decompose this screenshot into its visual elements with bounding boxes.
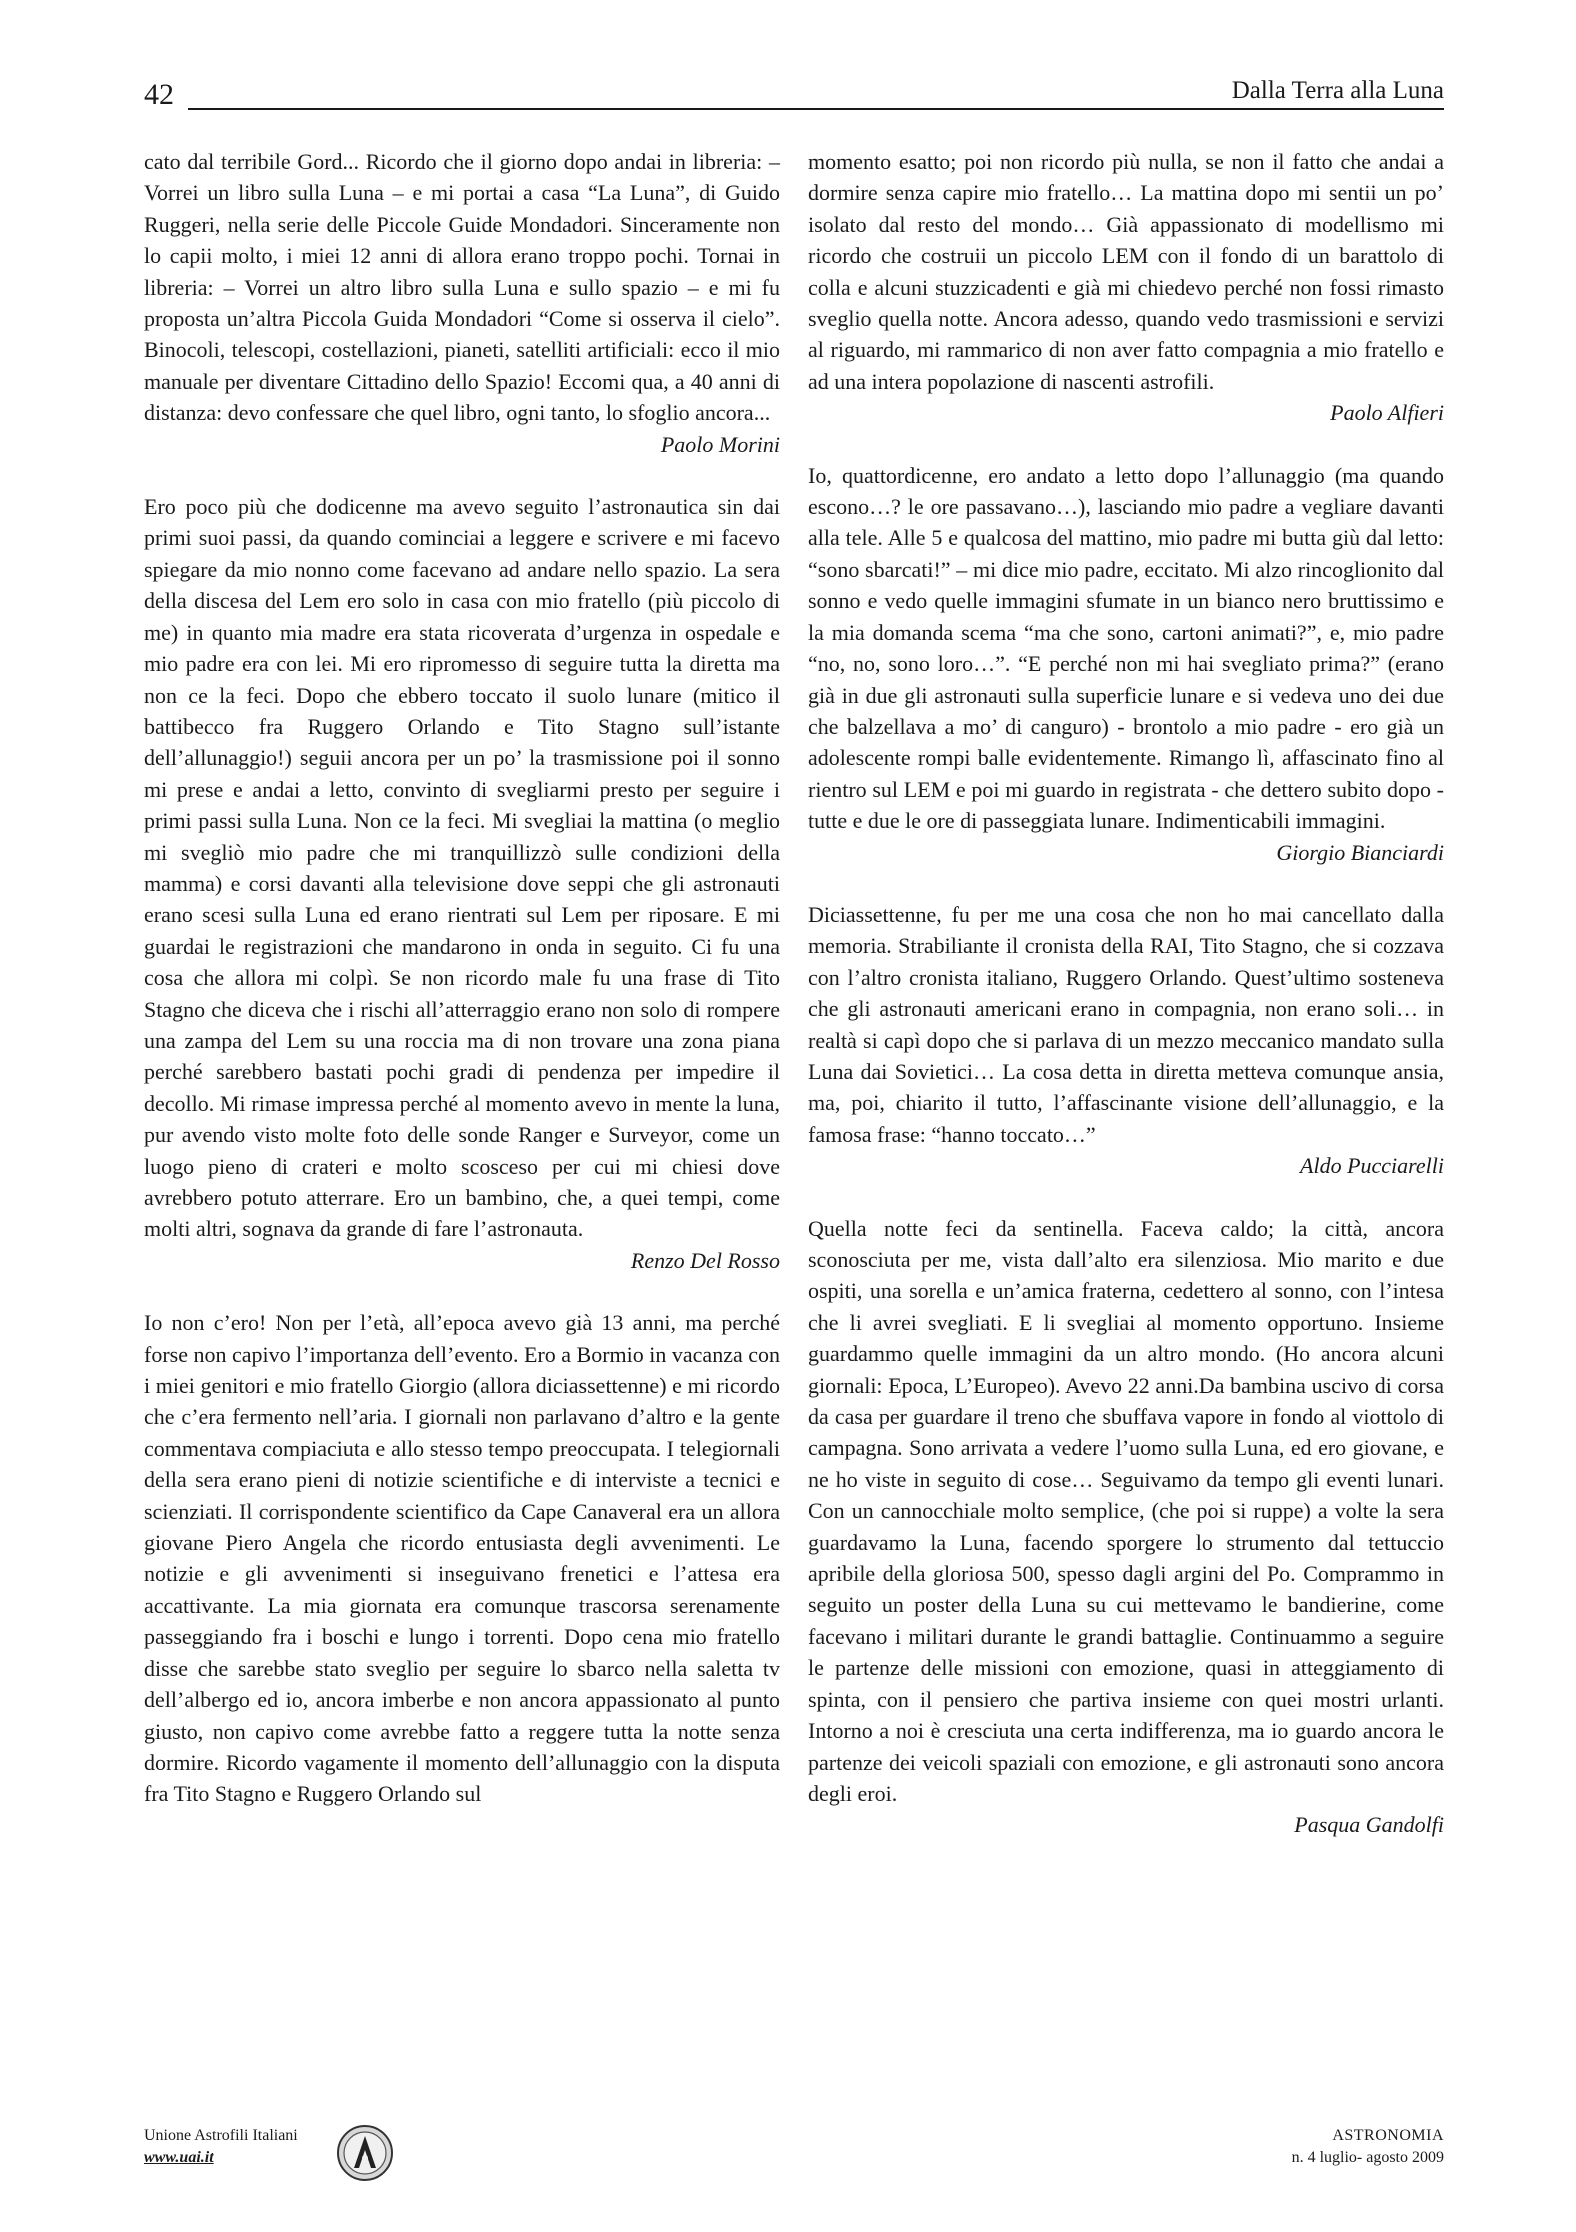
contribution-author: Aldo Pucciarelli (1300, 1153, 1444, 1179)
page-header (144, 72, 1444, 112)
issue-info: n. 4 luglio- agosto 2009 (1291, 2149, 1444, 2166)
contribution (808, 1213, 1444, 1841)
page-number: 42 (144, 78, 174, 111)
running-title: Dalla Terra alla Luna (1231, 77, 1444, 104)
contribution-text: Diciassettenne, fu per me una cosa che non ho mai cancellato dalla memoria. Strabiliante il cronista della RAI, Tito Stagno, che si cozzava con l’altro cronista italiano, Ruggero Orlando. Quest’ultimo sosteneva che gli astronauti americani erano in compagnia, non erano soli… in realtà si capì dopo che si parlava di un mezzo meccanico mandato sulla Luna dai Sovietici… La cosa detta in diretta metteva comunque ansia, ma, poi, chiarito il tutto, l’affascinante visione dell’allunaggio, e la famosa frase: “hanno toccato…” (808, 901, 1444, 1147)
contribution (144, 146, 780, 460)
contribution-author: Renzo Del Rosso (630, 1247, 780, 1273)
contribution-text: Ero poco più che dodicenne ma avevo seguito l’astronautica sin dai primi suoi passi, da quando cominciai a leggere e scrivere e mi facevo spiegare da mio nonno come facevano ad andare nello spazio. La sera della discesa del Lem ero solo in casa con mio fratello (più piccolo di me) in quanto mia madre era stata ricoverata d’urgenza in ospedale e mio padre era con lei. Mi ero ripromesso di seguire tutta la diretta ma non ce la feci. Dopo che ebbero toccato il suolo lunare (mitico il battibecco fra Ruggero Orlando e Tito Stagno sull’istante dell’allunaggio!) seguii ancora per un po’ la trasmissione poi il sonno mi prese e andai a letto, convinto di svegliarmi presto per seguire i primi passi sulla Luna. Non ce la feci. Mi svegliai la mattina (o meglio mi svegliò mio padre che mi tranquillizzò sulle condizioni della mamma) e corsi davanti alla televisione dove seppi che gli astronauti erano scesi sulla Luna ed erano rientrati sul Lem per riposare. E mi guardai le registrazioni che mandarono in onda in seguito. Ci fu una cosa che allora mi colpì. Se non ricordo male fu una frase di Tito Stagno che diceva che i rischi all’atterraggio erano non solo di rompere una zampa del Lem su una roccia ma di non trovare una zona piana perché sarebbero bastati pochi gradi di pendenza per impedire il decollo. Mi rimase impressa perché al momento avevo in mente la luna, pur avendo visto molte foto delle sonde Ranger e Surveyor, come un luogo pieno di crateri e molto scosceso per cui mi chiesi dove avrebbero potuto atterrare. Ero un bambino, che, a quei tempi, come molti altri, sognava da grande di fare l’astronauta. (144, 494, 780, 1242)
contribution-text: Io non c’ero! Non per l’età, all’epoca avevo già 13 anni, ma perché forse non capivo l’importanza dell’evento. Ero a Bormio in vacanza con i miei genitori e mio fratello Giorgio (allora diciassettenne) e mi ricordo che c’era fermento nell’aria. I giornali non parlavano d’altro e la gente commentava compiaciuta e allo stesso tempo preoccupata. I telegiornali della sera erano pieni di notizie scientifiche e di interviste a tecnici e scienziati. Il corrispondente scientifico da Cape Canaveral era un allora giovane Piero Angela che ricordo entusiasta degli avvenimenti. Le notizie e gli avvenimenti si inseguivano frenetici e l’attesa era accattivante. La mia giornata era comunque trascorsa serenamente passeggiando fra i boschi e lungo i torrenti. Dopo cena mio fratello disse che sarebbe stato sveglio per seguire lo sbarco nella saletta tv dell’albergo ed io, ancora imberbe e non ancora appassionato al punto giusto, non capivo come avrebbe fatto a reggere tutta la notte senza dormire. Ricordo vagamente il momento dell’allunaggio con la disputa fra Tito Stagno e Ruggero Orlando sul (144, 1310, 780, 1807)
right-column (808, 146, 1444, 1841)
contribution (808, 899, 1444, 1182)
journal-name: ASTRONOMIA (1332, 2127, 1444, 2144)
contribution (144, 491, 780, 1276)
page-footer (144, 2126, 1444, 2196)
header-rule (188, 108, 1444, 110)
left-column (144, 146, 780, 1810)
contribution-author: Paolo Morini (660, 431, 780, 457)
contribution-author: Pasqua Gandolfi (1294, 1812, 1444, 1838)
contribution (808, 146, 1444, 429)
contribution (144, 1307, 780, 1810)
contribution-text: cato dal terribile Gord... Ricordo che il giorno dopo andai in libreria: – Vorrei un libro sulla Luna – e mi portai a casa “La Luna”, di Guido Ruggeri, nella serie delle Piccole Guide Mondadori. Sinceramente non lo capii molto, i miei 12 anni di allora erano troppo pochi. Tornai in libreria: – Vorrei un altro libro sulla Luna e sullo spazio – e mi fu proposta un’altra Piccola Guida Mondadori “Come si osserva il cielo”. Binocoli, telescopi, costellazioni, pianeti, satelliti artificiali: ecco il mio manuale per diventare Cittadino dello Spazio! Eccomi qua, a 40 anni di distanza: devo confessare che quel libro, ogni tanto, lo sfoglio ancora... (144, 149, 780, 426)
contribution-text: Quella notte feci da sentinella. Faceva caldo; la città, ancora sconosciuta per me, vista dall’alto era silenziosa. Mio marito e due ospiti, una sorella e un’amica fraterna, cedettero al sonno, con l’intesa che li avrei svegliati. E li svegliai al momento opportuno. Insieme guardammo quelle immagini da un altro mondo. (Ho ancora alcuni giornali: Epoca, L’Europeo). Avevo 22 anni.Da bambina uscivo di corsa da casa per guardare il treno che sbuffava vapore in fondo al viottolo di campagna. Sono arrivata a vedere l’uomo sulla Luna, ed ero giovane, e ne ho viste in seguito di cose… Seguivamo da tempo gli eventi lunari. Con un cannocchiale molto semplice, (che poi si ruppe) a volte la sera guardavamo la Luna, facendo sporgere lo strumento dal tettuccio apribile della gloriosa 500, spesso dagli argini del Po. Comprammo in seguito un poster della Luna su cui mettevamo le bandierine, come facevano i militari durante le grandi battaglie. Continuammo a seguire le partenze delle missioni con emozione, quasi in atteggiamento di spinta, con il pensiero che partiva insieme con quei mostri urlanti. Intorno a noi è cresciuta una certa indifferenza, ma io guardo ancora le partenze dei veicoli spaziali con emozione, e gli astronauti sono ancora degli eroi. (808, 1215, 1444, 1806)
org-name: Unione Astrofili Italiani (144, 2127, 298, 2144)
org-url-link[interactable]: www.uai.it (144, 2149, 214, 2166)
uai-logo-icon (336, 2124, 394, 2182)
contribution (808, 460, 1444, 868)
contribution-author: Paolo Alfieri (1330, 400, 1444, 426)
contribution-text: momento esatto; poi non ricordo più nulla, se non il fatto che andai a dormire senza capire mio fratello… La mattina dopo mi sentii un po’ isolato dal resto del mondo… Già appassionato di modellismo mi ricordo che costruii un piccolo LEM con il fondo di un barattolo di colla e alcuni stuzzicadenti e già mi chiedevo perché non fossi rimasto sveglio quella notte. Ancora adesso, quando vedo trasmissioni e servizi al riguardo, mi rammarico di non aver fatto compagnia a mio fratello e ad una intera popolazione di nascenti astrofili. (808, 149, 1444, 394)
contribution-text: Io, quattordicenne, ero andato a letto dopo l’allunaggio (ma quando escono…? le ore passavano…), lasciando mio padre a vegliare davanti alla tele. Alle 5 e qualcosa del mattino, mio padre mi butta giù dal letto: “sono sbarcati!” – mi dice mio padre, eccitato. Mi alzo rincoglionito dal sonno e vedo quelle immagini sfumate in un bianco nero bruttissimo e la mia domanda scema “ma che sono, cartoni animati?”, e, mio padre “no, no, sono loro…”. “E perché non mi hai svegliato prima?” (erano già in due gli astronauti sulla superficie lunare e si vedeva uno dei due che balzellava a mo’ di canguro) - brontolo a mio padre - ero già un adolescente rompi balle evidentemente. Rimango lì, affascinato fino al rientro sul LEM e poi mi guardo in registrata - che dettero subito dopo - tutte e due le ore di passeggiata lunare. Indimenticabili immagini. (808, 462, 1444, 834)
contribution-author: Giorgio Bianciardi (1276, 839, 1444, 865)
